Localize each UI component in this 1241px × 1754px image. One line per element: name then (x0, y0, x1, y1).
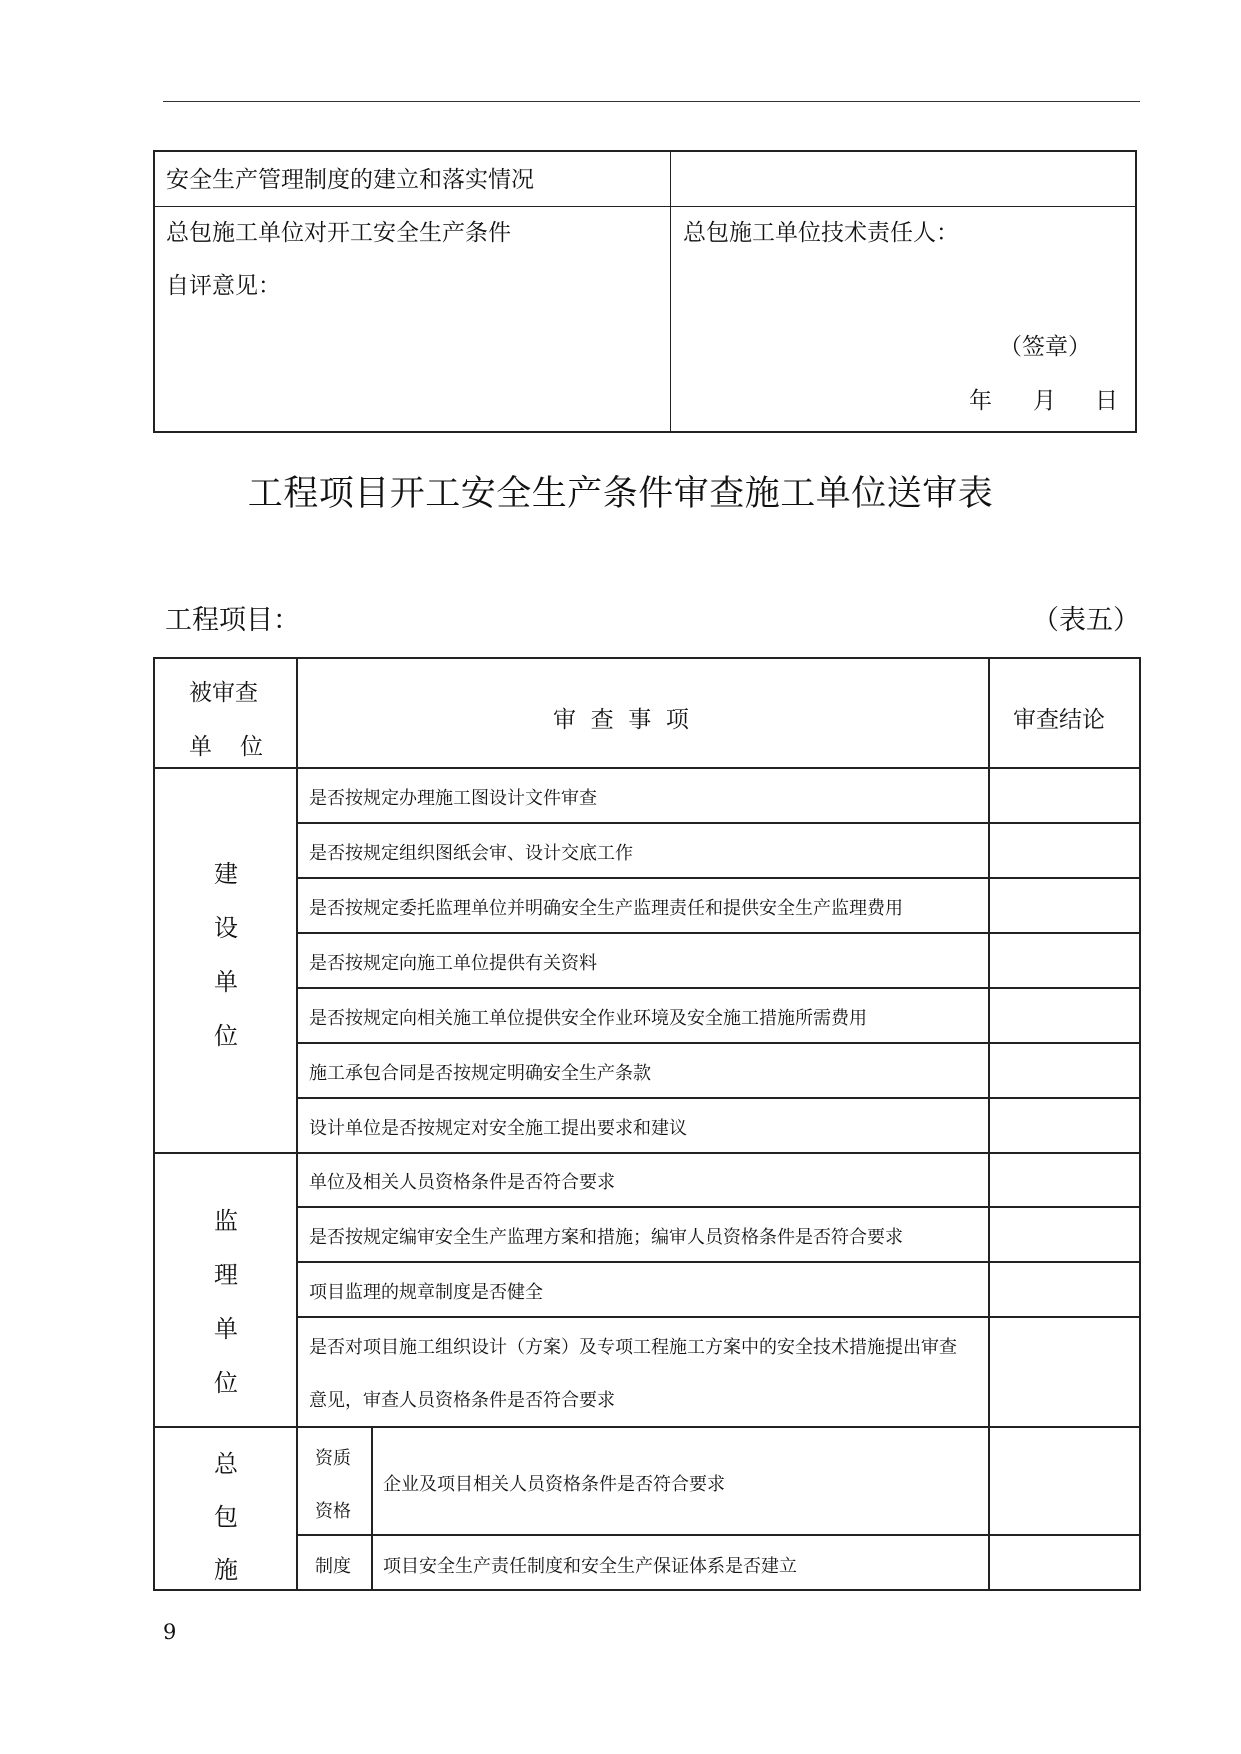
header-unit-line2a: 单 (189, 734, 212, 760)
review-item: 设计单位是否按规定对安全施工提出要求和建议 (309, 1118, 687, 1139)
row-divider (296, 877, 1139, 879)
group-contractor-char: 包 (214, 1503, 238, 1531)
row-divider (296, 1261, 1139, 1263)
sub-label-qualification: 资质 (315, 1448, 351, 1469)
header-review-items: 审 查 事 项 (553, 707, 689, 733)
review-item: 项目监理的规章制度是否健全 (309, 1282, 543, 1303)
row-divider (296, 1316, 1139, 1318)
review-item: 是否按规定委托监理单位并明确安全生产监理责任和提供安全生产监理费用 (309, 898, 903, 919)
group-construction-unit-char: 单 (214, 968, 238, 996)
col-divider-conclusion (988, 659, 990, 1589)
date-month-label: 月 (1033, 388, 1056, 414)
date-day-label: 日 (1095, 388, 1118, 414)
group-supervision-unit-char: 监 (214, 1207, 238, 1235)
row-divider (296, 1042, 1139, 1044)
review-item: 是否按规定向施工单位提供有关资料 (309, 953, 597, 974)
date-year-label: 年 (969, 388, 992, 414)
top-table-row-divider (155, 206, 1135, 207)
row-divider (296, 1206, 1139, 1208)
review-table (153, 657, 1141, 1591)
self-evaluation-label-line1: 总包施工单位对开工安全生产条件 (166, 220, 511, 246)
row-divider-group (155, 1152, 1139, 1154)
row-divider (296, 1097, 1139, 1099)
review-item: 项目安全生产责任制度和安全生产保证体系是否建立 (383, 1556, 797, 1577)
group-construction-unit-char: 位 (214, 1022, 238, 1050)
row-divider (296, 1534, 1139, 1536)
table-number: （表五） (1032, 605, 1140, 636)
review-item: 企业及项目相关人员资格条件是否符合要求 (383, 1474, 725, 1495)
self-evaluation-label-line2: 自评意见： (166, 273, 281, 299)
safety-management-system-label: 安全生产管理制度的建立和落实情况 (166, 167, 534, 193)
row-divider-group (155, 1426, 1139, 1428)
group-construction-unit-char: 建 (214, 860, 238, 888)
page-number: 9 (163, 1620, 177, 1644)
technical-responsible-label: 总包施工单位技术责任人： (683, 220, 959, 246)
row-divider (296, 932, 1139, 934)
group-supervision-unit-char: 理 (214, 1261, 238, 1289)
header-rule (163, 101, 1140, 102)
top-table-column-divider (670, 152, 671, 431)
group-supervision-unit-char: 单 (214, 1315, 238, 1343)
header-unit-line2b: 位 (240, 734, 263, 760)
group-contractor-char: 施 (214, 1556, 238, 1584)
review-item-line2: 意见，审查人员资格条件是否符合要求 (309, 1390, 615, 1411)
review-item: 是否按规定向相关施工单位提供安全作业环境及安全施工措施所需费用 (309, 1008, 867, 1029)
row-divider-header (155, 767, 1139, 769)
header-conclusion: 审查结论 (1013, 707, 1105, 733)
row-divider (296, 987, 1139, 989)
review-item: 施工承包合同是否按规定明确安全生产条款 (309, 1063, 651, 1084)
row-divider (296, 822, 1139, 824)
sub-label-system: 制度 (315, 1556, 351, 1577)
group-construction-unit-char: 设 (214, 914, 238, 942)
review-item: 是否按规定办理施工图设计文件审查 (309, 788, 597, 809)
group-supervision-unit-char: 位 (214, 1369, 238, 1397)
review-item: 单位及相关人员资格条件是否符合要求 (309, 1172, 615, 1193)
review-item-line1: 是否对项目施工组织设计（方案）及专项工程施工方案中的安全技术措施提出审查 (309, 1337, 957, 1358)
top-table (153, 150, 1137, 433)
document-title: 工程项目开工安全生产条件审查施工单位送审表 (247, 474, 994, 514)
group-contractor-char: 总 (214, 1450, 238, 1478)
project-label: 工程项目： (165, 605, 300, 636)
signature-stamp-label: （签章） (999, 334, 1091, 360)
header-unit-line1: 被审查 (189, 680, 258, 706)
sub-label-qualification-2: 资格 (315, 1501, 351, 1522)
col-divider-unit (296, 659, 298, 1589)
col-divider-sublabel (371, 1426, 373, 1589)
review-item: 是否按规定组织图纸会审、设计交底工作 (309, 843, 633, 864)
review-item: 是否按规定编审安全生产监理方案和措施；编审人员资格条件是否符合要求 (309, 1227, 903, 1248)
